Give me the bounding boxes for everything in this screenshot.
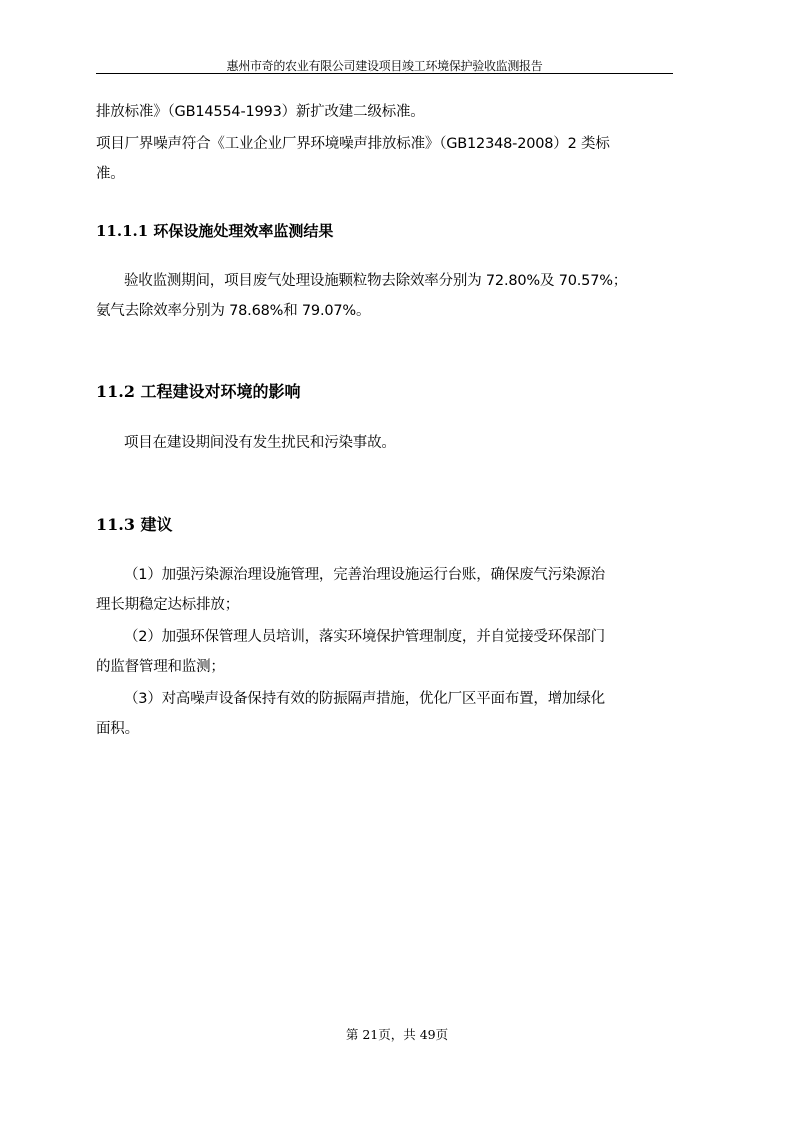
- section-11-2-paragraph: [96, 428, 686, 458]
- suggestion-1-line-1: （1）加强污染源治理设施管理，完善治理设施运行台账，确保废气污染源治: [124, 567, 605, 583]
- section-11-2-heading: 11.2 工程建设对环境的影响: [96, 382, 301, 401]
- section-11-1-1-paragraph: [96, 266, 686, 326]
- page-footer: [0, 1025, 794, 1043]
- suggestion-1-line-2: 理长期稳定达标排放；: [96, 597, 239, 613]
- suggestion-3-line-2: 面积。: [96, 721, 139, 737]
- section-11-3-heading: 11.3 建议: [96, 515, 173, 534]
- efficiency-line-2: 氨气去除效率分别为 78.68%和 79.07%。: [96, 303, 371, 319]
- section-11-1-1-heading: 11.1.1 环保设施处理效率监测结果: [96, 222, 334, 240]
- intro-line-1: 排放标准》（GB14554-1993）新扩改建二级标准。: [96, 104, 425, 120]
- page-number: 第 21页，共 49页: [345, 1027, 449, 1042]
- report-title: 惠州市奇的农业有限公司建设项目竣工环境保护验收监测报告: [226, 59, 543, 73]
- intro-paragraph: [96, 97, 686, 189]
- efficiency-line-1: 验收监测期间，项目废气处理设施颗粒物去除效率分别为 72.80%及 70.57%；: [124, 273, 628, 289]
- impact-line: 项目在建设期间没有发生扰民和污染事故。: [124, 435, 396, 451]
- intro-line-2: 项目厂界噪声符合《工业企业厂界环境噪声排放标准》（GB12348-2008）2 类标: [96, 136, 610, 152]
- intro-line-3: 准。: [96, 166, 125, 182]
- page-header: [96, 59, 673, 74]
- suggestion-3-line-1: （3）对高噪声设备保持有效的防振隔声措施，优化厂区平面布置，增加绿化: [124, 691, 605, 707]
- suggestion-2-line-2: 的监督管理和监测；: [96, 659, 225, 675]
- suggestion-list: [96, 560, 686, 744]
- suggestion-2-line-1: （2）加强环保管理人员培训，落实环境保护管理制度，并自觉接受环保部门: [124, 629, 605, 645]
